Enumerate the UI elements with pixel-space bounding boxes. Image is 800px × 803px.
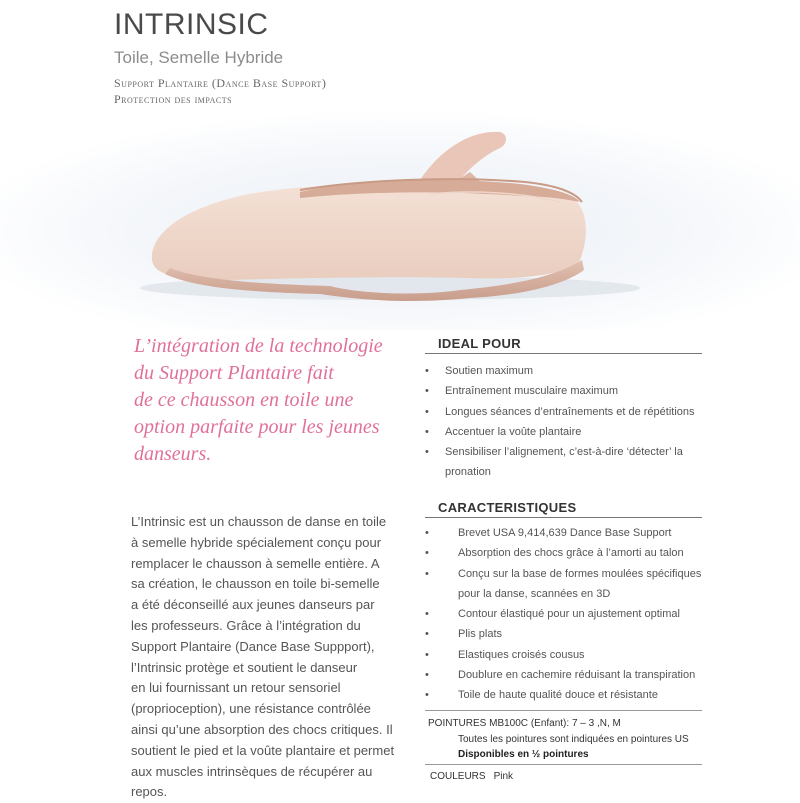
bullet-icon: •	[425, 365, 429, 377]
body-line: à semelle hybride spécialement conçu pour	[131, 534, 382, 550]
ideal-heading	[425, 335, 702, 354]
feature-protection: Protection des impacts	[114, 92, 233, 106]
ideal-heading-label: IDEAL POUR	[438, 336, 521, 351]
body-line: aux muscles intrinsèques de récupérer au	[131, 763, 373, 779]
list-item: • Soutien maximum	[425, 361, 715, 381]
divider	[425, 710, 702, 711]
bullet-icon: •	[425, 689, 429, 702]
bullet-icon: •	[425, 527, 429, 539]
bullet-icon: •	[425, 385, 429, 398]
list-item: • Contour élastiqué pour un ajustement optimal	[425, 604, 715, 624]
list-item: • Accentuer la voûte plantaire	[425, 422, 715, 442]
caracteristiques-list	[425, 523, 715, 706]
quote-line: L’intégration de la technologie	[134, 335, 383, 357]
list-item-continuation: pronation	[445, 466, 491, 479]
ballet-shoe-illustration	[0, 110, 800, 330]
divider	[425, 764, 702, 765]
sizes-line	[428, 718, 621, 729]
body-line: en lui fournissant un retour sensoriel	[131, 680, 341, 696]
colors-label: COULEURS	[430, 771, 486, 782]
list-item: • Conçu sur la base de formes moulées spécifiques	[425, 564, 715, 584]
bullet-icon: •	[425, 405, 429, 418]
quote-line: option parfaite pour les jeunes	[134, 416, 380, 438]
list-item-continuation: pour la danse, scannées en 3D	[458, 587, 611, 600]
body-line: L’Intrinsic est un chausson de danse en toile	[131, 514, 387, 529]
list-item: • Entraînement musculaire maximum	[425, 381, 715, 401]
quote-line: du Support Plantaire fait	[134, 362, 334, 384]
bullet-icon: •	[425, 547, 429, 560]
bullet-icon: •	[425, 608, 429, 621]
body-line: Support Plantaire (Dance Base Suppport),	[131, 638, 375, 654]
sizes-note-us: Toutes les pointures sont indiquées en pointures US	[458, 734, 689, 745]
body-line: soutient le pied et la voûte plantaire et permet	[131, 742, 395, 758]
bullet-icon: •	[425, 628, 429, 641]
list-item: • Longues séances d’entraînements et de répétitions	[425, 402, 715, 422]
bullet-icon: •	[425, 648, 429, 661]
product-title: INTRINSIC	[114, 8, 269, 41]
body-line: a été déconseillé aux jeunes danseurs par	[131, 597, 375, 613]
shoe-image	[0, 110, 800, 330]
bullet-icon: •	[425, 425, 429, 438]
list-item: • Toile de haute qualité douce et résistante	[425, 685, 715, 705]
ideal-list	[425, 361, 715, 483]
list-item: • Elastiques croisés cousus	[425, 645, 715, 665]
list-item: • Brevet USA 9,414,639 Dance Base Support	[425, 523, 715, 543]
list-item: • Absorption des chocs grâce à l’amorti au talon	[425, 543, 715, 563]
body-line: sa création, le chausson en toile bi-semelle	[131, 576, 380, 592]
colors-value: Pink	[493, 771, 514, 782]
pull-quote	[134, 333, 414, 468]
quote-line: danseurs.	[134, 443, 212, 465]
body-line: l’Intrinsic protège et soutient le danseur	[131, 659, 358, 675]
list-item: • Doublure en cachemire réduisant la transpiration	[425, 665, 715, 685]
caracteristiques-heading-label: CARACTERISTIQUES	[438, 500, 577, 515]
body-line: remplacer le chausson à semelle entière. A	[131, 555, 380, 571]
body-line: repos.	[131, 784, 168, 800]
description-paragraph	[131, 512, 411, 803]
body-line: (proprioception), une résistance contrôlée	[131, 701, 371, 717]
bullet-icon: •	[425, 669, 429, 682]
sizes-label: POINTURES	[428, 718, 487, 729]
body-line: les professeurs. Grâce à l’intégration du	[131, 617, 361, 633]
bullet-icon: •	[425, 446, 429, 459]
caracteristiques-heading	[425, 499, 702, 518]
product-subtitle: Toile, Semelle Hybride	[114, 48, 284, 67]
sizes-note-half: Disponibles en ½ pointures	[458, 749, 589, 760]
feature-support: Support Plantaire (Dance Base Support)	[114, 76, 327, 90]
body-line: ainsi qu’une absorption des chocs critiques. Il	[131, 721, 393, 737]
colors-line	[430, 771, 513, 782]
sizes-model: MB100C	[489, 718, 529, 729]
quote-line: de ce chausson en toile une	[134, 389, 354, 411]
bullet-icon: •	[425, 567, 429, 580]
list-item: • Sensibiliser l’alignement, c’est-à-dire ‘détecter’ la	[425, 442, 715, 462]
sizes-range: (Enfant): 7 – 3 ,N, M	[530, 718, 621, 729]
list-item: • Plis plats	[425, 624, 715, 644]
